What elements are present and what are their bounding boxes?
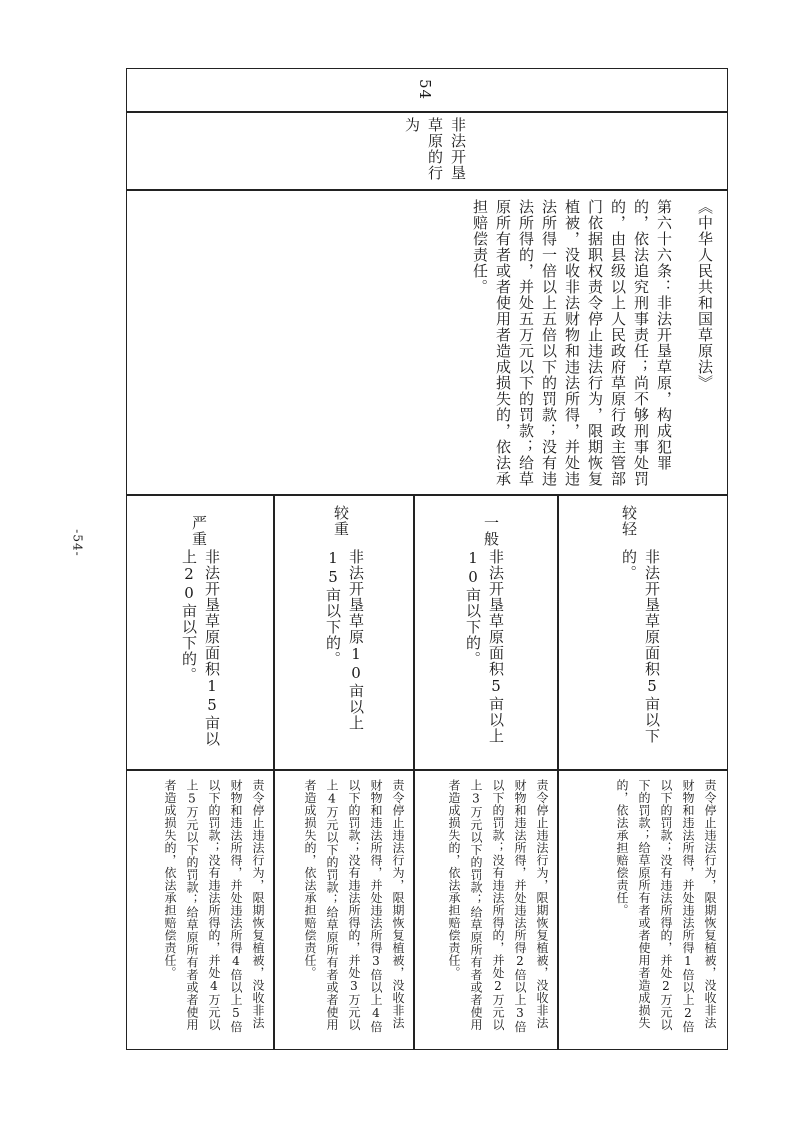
penalty-table bbox=[126, 68, 728, 1050]
legal-basis-text: 第六十六条：非法开垦草原，构成犯罪的，依法追究刑事责任；尚不够刑事处罚的，由县级以上人民政府草原行政主管部门依据职权责令停止违法行为，限期恢复植被，没收非法财物和违法所得，并处违法所得一倍以上五倍以下的罚款；没有违法所得的，并处五万元以下的罚款；给草原所有者或者使用者造成损失的，依法承担赔偿责任。 bbox=[471, 199, 673, 487]
grade-severe: 严重 bbox=[190, 515, 208, 547]
penalty-severe: 责令停止违法行为，限期恢复植被，没收非法财物和违法所得，并处违法所得4倍以上5倍以下的罚款；没有违法所得的，并处4万元以上5万元以下的罚款；给草原所有者或者使用者造成损失的，依法承担赔偿责任。 bbox=[163, 779, 265, 1033]
col-divider-1 bbox=[273, 494, 275, 1050]
penalty-serious: 责令停止违法行为，限期恢复植被，没收非法财物和违法所得，并处违法所得3倍以上4倍以下的罚款；没有违法所得的，并处3万元以上4万元以下的罚款；给草原所有者或者使用者造成损失的，依法承担赔偿责任。 bbox=[303, 779, 405, 1033]
page-number: -54- bbox=[70, 529, 85, 557]
situation-general: 非法开垦草原面积5亩以上10亩以下的。 bbox=[464, 549, 505, 744]
penalty-general: 责令停止违法行为，限期恢复植被，没收非法财物和违法所得，并处违法所得2倍以上3倍以下的罚款；没有违法所得的，并处2万元以上3万元以下的罚款；给草原所有者或者使用者造成损失的，依法承担赔偿责任。 bbox=[447, 779, 549, 1033]
row-divider-number bbox=[127, 111, 727, 113]
row-divider-basis bbox=[127, 494, 727, 496]
row-divider-situation bbox=[127, 769, 727, 771]
col-divider-3 bbox=[557, 494, 559, 1050]
col-divider-2 bbox=[413, 494, 415, 1050]
grade-serious: 较重 bbox=[332, 505, 350, 537]
item-name: 非法开垦草原的行为 bbox=[403, 117, 467, 181]
item-number: 54 bbox=[416, 79, 434, 101]
row-divider-name bbox=[127, 189, 727, 191]
grade-general: 一般 bbox=[482, 515, 500, 547]
penalty-minor: 责令停止违法行为，限期恢复植被，没收非法财物和违法所得，并处违法所得1倍以上2倍以下的罚款；没有违法所得的，并处2万元以下的罚款；给草原所有者或者使用者造成损失的，依法承担赔偿责任。 bbox=[615, 779, 717, 1033]
situation-severe: 非法开垦草原面积15亩以上20亩以下的。 bbox=[180, 549, 221, 747]
situation-minor: 非法开垦草原面积5亩以下的。 bbox=[620, 549, 661, 744]
legal-basis-law: 《中华人民共和国草原法》 bbox=[696, 199, 714, 391]
grade-minor: 较轻 bbox=[620, 505, 638, 537]
situation-serious: 非法开垦草原10亩以上15亩以下的。 bbox=[324, 549, 365, 731]
